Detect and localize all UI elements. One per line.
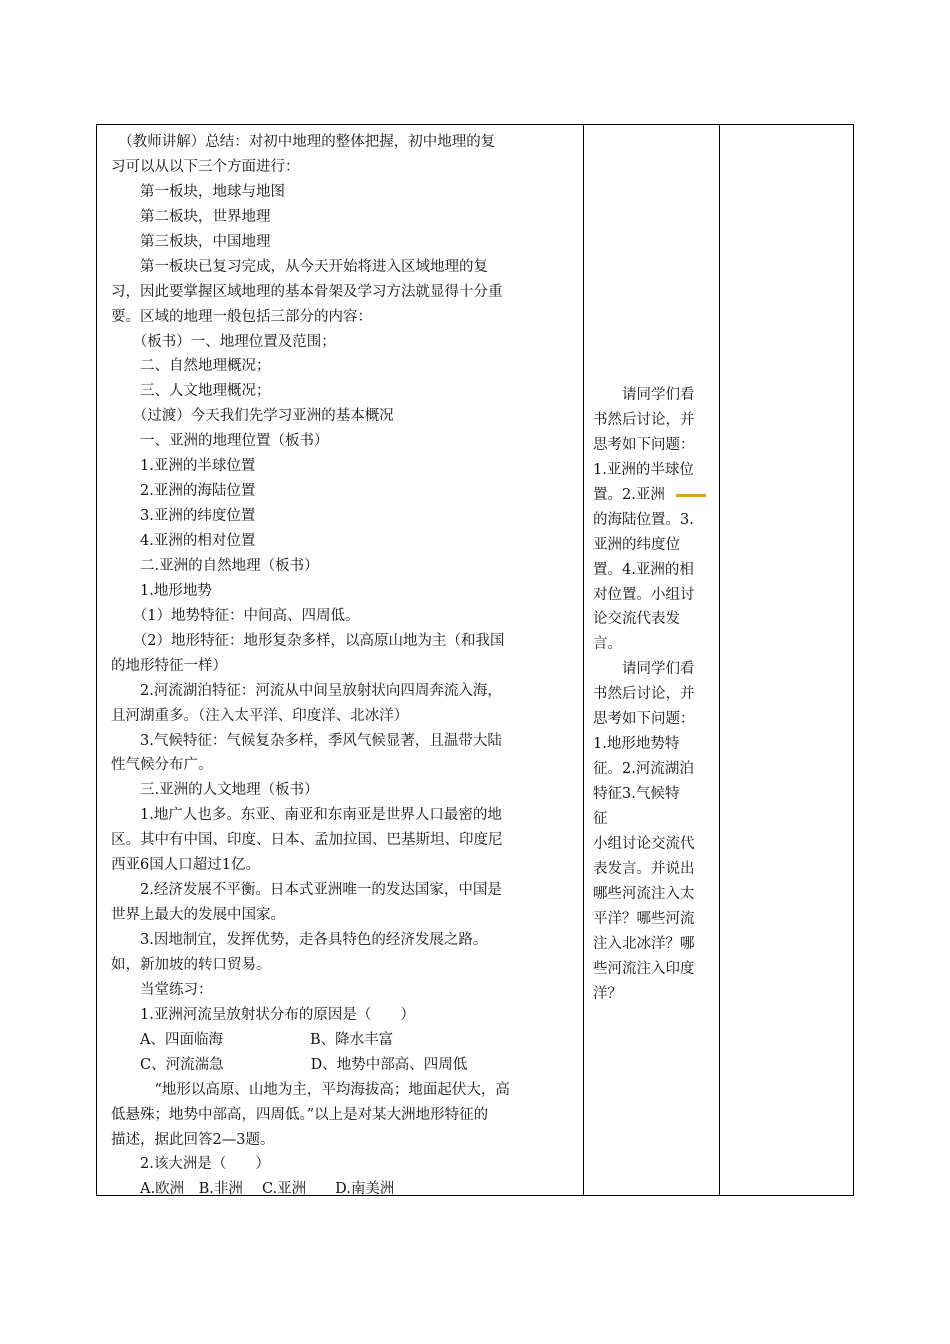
- content-line: 习可以从以下三个方面进行：: [111, 158, 300, 175]
- content-line: 4.亚洲的相对位置: [111, 533, 256, 549]
- activity-line: 言。: [593, 636, 622, 653]
- content-line: 区。其中有中国、印度、日本、孟加拉国、巴基斯坦、印度尼: [111, 832, 503, 849]
- content-line: 2.亚洲的海陆位置: [111, 483, 256, 500]
- content-line: 世界上最大的发展中国家。: [111, 907, 285, 924]
- content-line: 性气候分布广。: [111, 757, 213, 774]
- content-line: 第三板块，中国地理: [111, 233, 271, 250]
- content-line: 3.因地制宜，发挥优势，走各具特色的经济发展之路。: [111, 932, 488, 948]
- content-line: 第二板块，世界地理: [111, 208, 271, 225]
- content-line: “地形以高原、山地为主，平均海拔高；地面起伏大，高: [111, 1081, 510, 1098]
- content-line: （1）地势特征：中间高、四周低。: [111, 607, 360, 624]
- lesson-table: [96, 124, 854, 1196]
- content-line: A.欧洲 B.非洲 C.亚洲 D.南美洲: [111, 1181, 395, 1198]
- activity-line: 1.地形地势特: [593, 736, 680, 753]
- content-line: 要。区域的地理一般包括三部分的内容：: [111, 308, 372, 325]
- content-line: C、河流湍急 D、地势中部高、四周低: [111, 1056, 468, 1073]
- activity-line: 思考如下问题：: [593, 436, 695, 453]
- column-divider-1: [583, 125, 584, 1195]
- activity-line: 1.亚洲的半球位: [593, 461, 694, 478]
- activity-line: 表发言。并说出: [593, 860, 695, 877]
- content-line: （教师讲解）总结：对初中地理的整体把握，初中地理的复: [111, 134, 496, 150]
- activity-line: 的海陆位置。3.: [593, 511, 694, 528]
- activity-line: 特征3.气候特: [593, 786, 680, 802]
- highlight-mark: [676, 494, 706, 497]
- activity-line: 书然后讨论，并: [593, 686, 695, 703]
- activity-line: 哪些河流注入太: [593, 885, 695, 902]
- activity-line: 请同学们看: [593, 661, 695, 678]
- content-line: （板书）一、地理位置及范围；: [111, 333, 336, 350]
- activity-line: 征。2.河流湖泊: [593, 761, 694, 778]
- activity-line: 些河流注入印度: [593, 960, 695, 977]
- content-line: （2）地形特征：地形复杂多样，以高原山地为主（和我国: [111, 632, 505, 649]
- content-line: 2.河流湖泊特征：河流从中间呈放射状向四周奔流入海，: [111, 682, 502, 699]
- content-line: 三、人文地理概况；: [111, 383, 271, 400]
- teaching-content-column: [111, 130, 575, 1202]
- activity-line: 平洋？哪些河流: [593, 910, 695, 927]
- activity-line: 注入北冰洋？哪: [593, 935, 695, 952]
- content-line: 3.亚洲的纬度位置: [111, 508, 256, 525]
- activity-line: 论交流代表发: [593, 611, 680, 628]
- content-line: 第一板块已复习完成，从今天开始将进入区域地理的复: [111, 258, 488, 275]
- content-line: 当堂练习：: [111, 981, 213, 998]
- content-line: 一、亚洲的地理位置（板书）: [111, 433, 329, 450]
- activity-line: 置。2.亚洲: [593, 486, 665, 503]
- activity-line: 对位置。小组讨: [593, 586, 695, 603]
- content-line: 2.经济发展不平衡。日本式亚洲唯一的发达国家，中国是: [111, 882, 502, 899]
- content-line: 1.亚洲的半球位置: [111, 458, 256, 475]
- content-line: 的地形特征一样）: [111, 657, 227, 674]
- activity-line: 亚洲的纬度位: [593, 536, 680, 553]
- student-activity-column: [593, 383, 713, 1006]
- content-line: 低悬殊；地势中部高，四周低。”以上是对某大洲地形特征的: [111, 1106, 489, 1123]
- content-line: 二、自然地理概况；: [111, 358, 271, 375]
- content-line: 西亚6国人口超过1亿。: [111, 857, 260, 874]
- activity-line: 思考如下问题：: [593, 711, 695, 728]
- content-line: 2.该大洲是（ ）: [111, 1156, 270, 1173]
- content-line: 第一板块，地球与地图: [111, 183, 285, 200]
- activity-line: 洋？: [593, 985, 622, 1002]
- activity-line: 小组讨论交流代: [593, 835, 695, 852]
- content-line: 习，因此要掌握区域地理的基本骨架及学习方法就显得十分重: [111, 283, 503, 300]
- content-line: 3.气候特征：气候复杂多样，季风气候显著，且温带大陆: [111, 732, 502, 749]
- activity-line: 征: [593, 810, 608, 827]
- activity-line: 书然后讨论，并: [593, 411, 695, 428]
- content-line: 三.亚洲的人文地理（板书）: [111, 782, 319, 799]
- content-line: 1.地广人也多。东亚、南亚和东南亚是世界人口最密的地: [111, 807, 502, 824]
- content-line: （过渡）今天我们先学习亚洲的基本概况: [111, 408, 394, 425]
- content-line: 1.地形地势: [111, 582, 212, 599]
- activity-line: 置。4.亚洲的相: [593, 561, 694, 578]
- content-line: 且河湖重多。（注入太平洋、印度洋、北冰洋）: [111, 707, 409, 724]
- content-line: 二.亚洲的自然地理（板书）: [111, 557, 319, 574]
- content-line: 1.亚洲河流呈放射状分布的原因是（ ）: [111, 1006, 415, 1023]
- content-line: 如，新加坡的转口贸易。: [111, 956, 271, 973]
- column-divider-2: [719, 125, 720, 1195]
- content-line: A、四面临海 B、降水丰富: [111, 1031, 394, 1048]
- content-line: 描述，据此回答2—3题。: [111, 1131, 275, 1148]
- activity-line: 请同学们看: [593, 387, 695, 403]
